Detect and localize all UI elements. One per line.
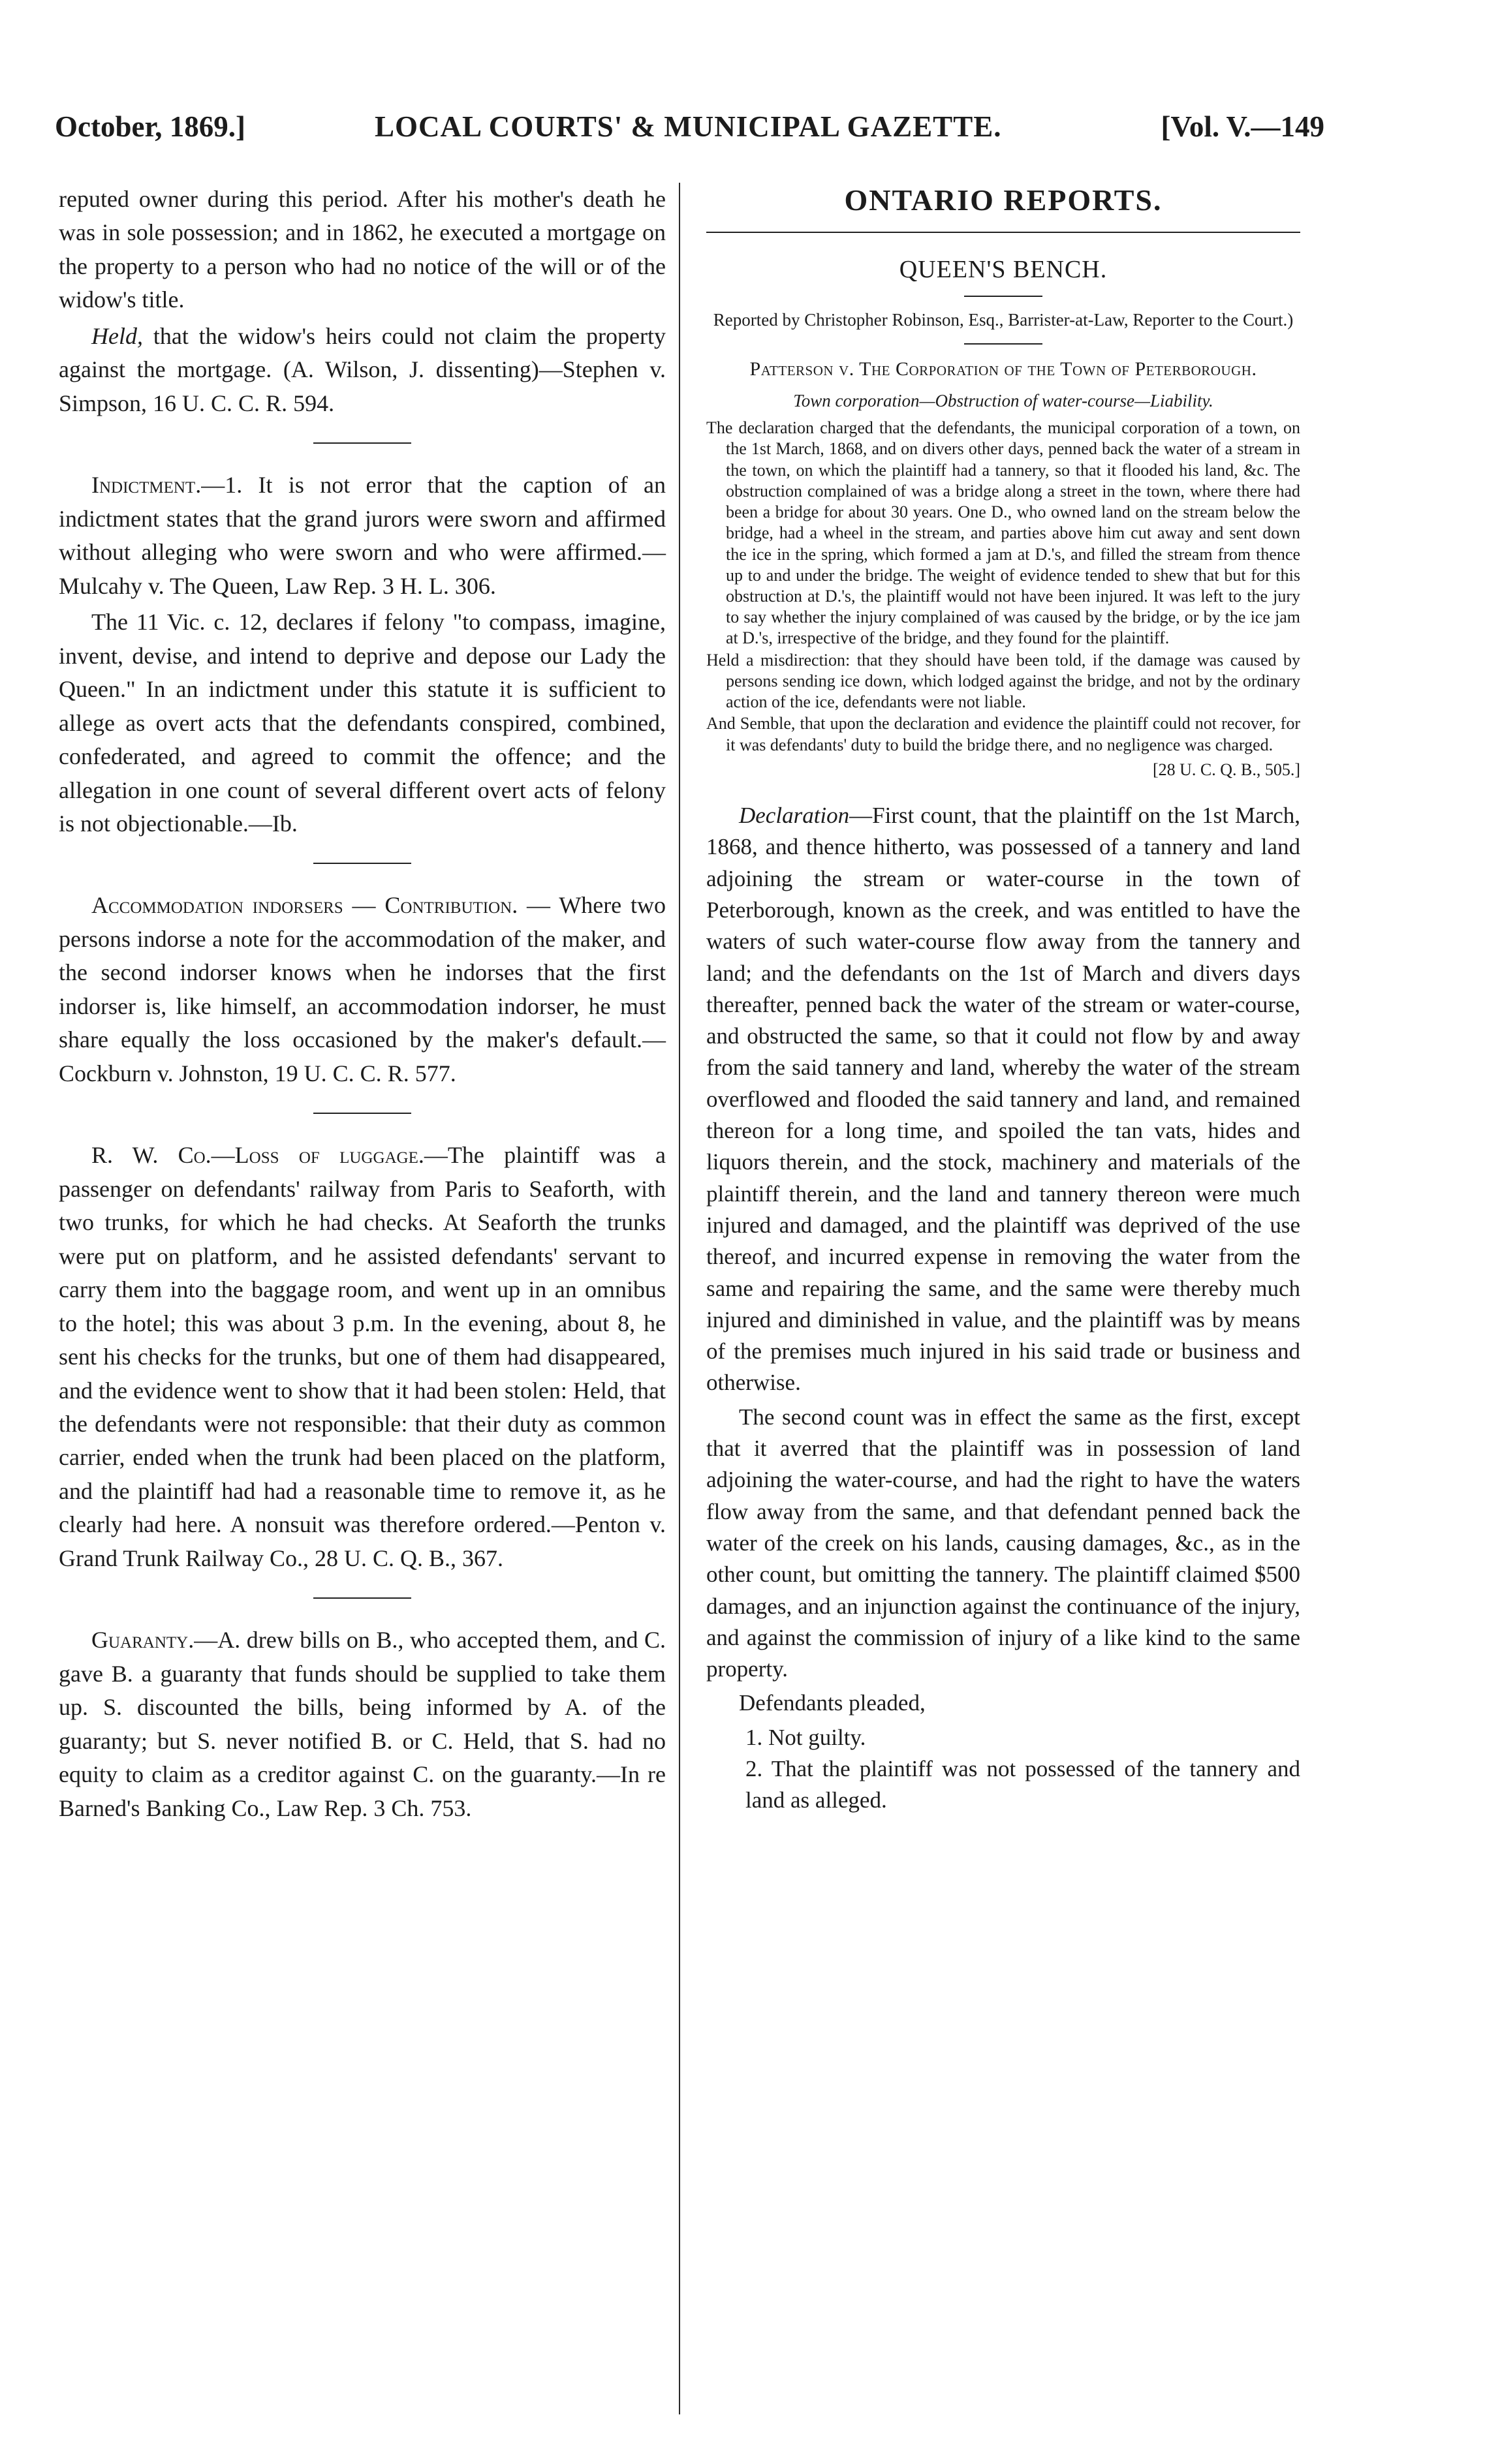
luggage-text: —The plaintiff was a passenger on defendants' railway from Paris to Seaforth, with two trunks, for which he had checks. At Seaforth the trunks were put on platform, and he assisted defendants' servant to carry them into the baggage room, and went up in an omnibus to the hotel; this was about 3 p.m. In the evening, about 8, he sent his checks for the trunks, but one of them had disappeared, and the evidence went to show that it had been stolen: Held, that the defendants were not responsible: that their duty as common carrier, ended when the trunk had been placed on the platform, and the plaintiff had had a reasonable time to remove it, as he clearly had here. A nonsuit was therefore ordered.—Penton v. Grand Trunk Railway Co., 28 U. C. Q. B., 367. (59, 1142, 666, 1571)
indictment-paragraph (59, 469, 666, 603)
reporter-line: Reported by Christopher Robinson, Esq., Barrister-at-Law, Reporter to the Court.) (713, 310, 1294, 330)
right-column (706, 183, 1300, 2425)
second-count-paragraph: The second count was in effect the same as the first, except that it averred that the plaintiff was in possession of land adjoining the water-course, and had the right to have the waters flow away from the same, and that defendant penned back the water of the creek on his lands, causing damages, &c., as in the other count, but omitting the tannery. The plaintiff claimed $500 damages, and an injunction against the continuance of the injury, and against the commission of injury of a like kind to the same property. (706, 1404, 1300, 1682)
section-rule (313, 1597, 411, 1599)
held-text: that the widow's heirs could not claim the property against the mortgage. (A. Wilson, J. dissenting)—Stephen v. Simpson, 16 U. C. C. R. 594. (59, 322, 666, 416)
plea-item: 2. That the plaintiff was not possessed of the tannery and land as alleged. (745, 1755, 1300, 1813)
indictment-text: It is not error that the caption of an indictment states that the grand jurors were sworn and affirmed without alleging who were sworn and who were affirmed.—Mulcahy v. The Queen, Law Rep. 3 H. L. 306. (59, 472, 666, 599)
section-rule (313, 1113, 411, 1114)
case-title: Patterson v. The Corporation of the Town of Peterborough. (749, 358, 1257, 380)
luggage-paragraph (59, 1139, 666, 1575)
intro-paragraph: reputed owner during this period. After his mother's death he was in sole possession; and in 1862, he executed a mortgage on the property to a person who had no notice of the will or of the widow's title. (59, 186, 666, 313)
declaration-paragraph (706, 800, 1300, 1399)
court-name: QUEEN'S BENCH. (899, 256, 1108, 283)
guaranty-heading: Guaranty. (91, 1627, 195, 1654)
case-subject: Town corporation—Obstruction of water-course—Liability. (793, 391, 1213, 411)
column-divider (679, 183, 680, 2414)
indictment-heading: Indictment.—1. (91, 472, 243, 499)
accommodation-text: Where two persons indorse a note for the accommodation of the maker, and the second indorser knows when he indorses that the first indorser is, like himself, an accommodation indorser, he must share equally the loss occasioned by the maker's default.—Cockburn v. Johnston, 19 U. C. C. R. 577. (59, 892, 666, 1086)
declaration-label: Declaration (739, 803, 850, 829)
header-date: October, 1869.] (55, 110, 246, 143)
section-rule (313, 863, 411, 864)
header-volume: [Vol. V.—149 (1161, 110, 1324, 143)
case-body (706, 800, 1300, 1719)
page-header (55, 104, 1324, 150)
headnote (706, 418, 1300, 780)
court-rule (964, 296, 1042, 297)
headnote-paragraph: Held a misdirection: that they should have been told, if the damage was caused by persons sending ice down, which lodged against the bridge, and not by the ordinary action of the ice, defendants were not liable. (706, 650, 1300, 712)
indictment-paragraph-2: The 11 Vic. c. 12, declares if felony "to compass, imagine, invent, devise, and intend to deprive and depose our Lady the Queen." In an indictment under this statute it is sufficient to allege as overt acts that the defendants conspired, combined, confederated, and agreed to commit the offence; and the allegation in one count of several different overt acts of felony is not objectionable.—Ib. (59, 609, 666, 837)
declaration-text: —First count, that the plaintiff on the 1st March, 1868, and thence hitherto, was possessed of a tannery and land adjoining the stream or water-course in the town of Peterborough, known as the creek, and was entitled to have the waters of such water-course flow away from the tannery and land; and the defendants on the 1st of March and divers days thereafter, penned back the water of the stream or water-course, and obstructed the same, so that it could not flow by and away from the said tannery and land, whereby the water of the stream overflowed and flooded the said tannery and land, and remained thereon for a long time, and spoiled the tan vats, hides and liquors therein, and the stock, machinery and materials of the plaintiff therein, and the land and tannery thereon were much injured and damaged, and the plaintiff was deprived of the use thereof, and incurred expense in removing the water from the same and repairing the same, and the same were thereby much injured and diminished in value, and the plaintiff was by means of the premises much injured in his said trade or business and otherwise. (706, 803, 1300, 1396)
intro-held-paragraph (59, 320, 666, 420)
section-title: ONTARIO REPORTS. (844, 183, 1163, 217)
left-column (59, 183, 666, 2425)
header-title: LOCAL COURTS' & MUNICIPAL GAZETTE. (375, 110, 1002, 143)
guaranty-text: —A. drew bills on B., who accepted them, and C. gave B. a guaranty that funds should be supplied to take them up. S. discounted the bills, being informed by A. of the guaranty; but S. never notified B. or C. Held, that S. had no equity to claim as a creditor against C. on the guaranty.—In re Barned's Banking Co., Law Rep. 3 Ch. 753. (59, 1627, 666, 1821)
guaranty-paragraph (59, 1624, 666, 1825)
headnote-paragraph: The declaration charged that the defendants, the municipal corporation of a town, on the 1st March, 1868, and on divers other days, penned back the water of a stream in the town, on which the plaintiff had a tannery, so that it flooded his land, &c. The obstruction complained of was a bridge along a street in the town, where there had been a bridge for about 30 years. One D., who owned land on the stream below the bridge, had a wheel in the stream, and parties above him cut away and sent down the ice in the spring, which formed a jam at D.'s, and filled the stream from thence up to and under the bridge. The weight of evidence tended to shew that but for this obstruction at D.'s, the plaintiff would not have been injured. It was left to the jury to say whether the injury complained of was caused by the bridge, or by the ice jam at D.'s, irrespective of the bridge, and they found for the plaintiff. (706, 418, 1300, 648)
pleaded-line: Defendants pleaded, (739, 1690, 926, 1716)
held-label: Held, (91, 322, 143, 349)
accommodation-paragraph (59, 889, 666, 1090)
case-citation: [28 U. C. Q. B., 505.] (1152, 760, 1300, 779)
accommodation-heading: Accommodation indorsers — Contribution. — (91, 892, 551, 919)
plea-item: 1. Not guilty. (745, 1724, 866, 1750)
title-rule (706, 232, 1300, 233)
luggage-heading: R. W. Co.—Loss of luggage. (91, 1142, 424, 1169)
section-rule (313, 442, 411, 444)
reporter-rule (964, 343, 1042, 345)
headnote-paragraph: And Semble, that upon the declaration and evidence the plaintiff could not recover, for it was defendants' duty to build the bridge there, and no negligence was charged. (706, 714, 1300, 754)
